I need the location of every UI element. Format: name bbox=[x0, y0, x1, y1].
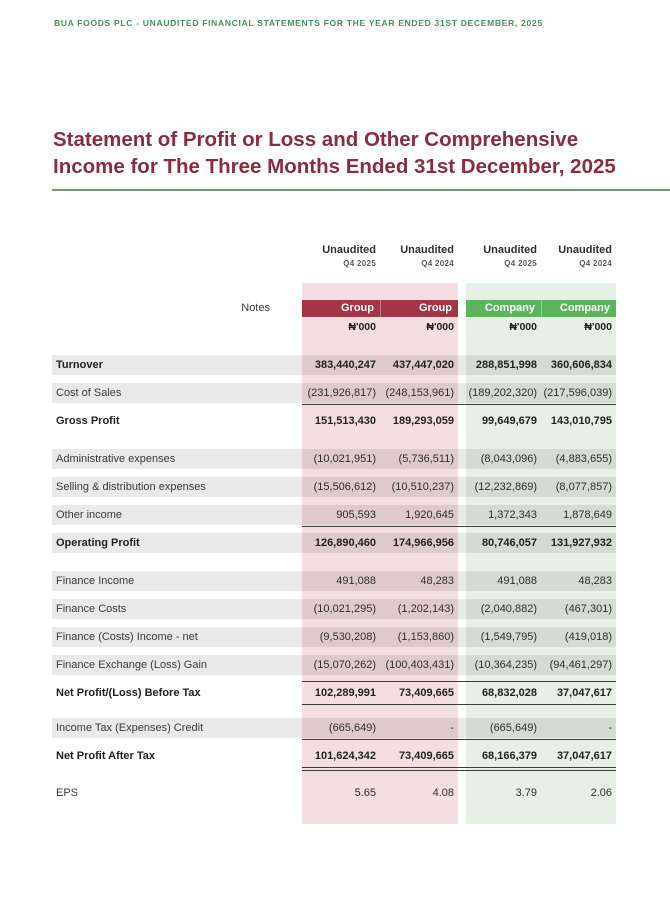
cell-value: 37,047,617 bbox=[556, 750, 612, 762]
currency-unit: ₦'000 bbox=[426, 321, 454, 333]
table-rows bbox=[52, 355, 616, 803]
row-label: Gross Profit bbox=[56, 415, 120, 427]
row-label: Finance Income bbox=[56, 575, 135, 587]
cell-value: (100,403,431) bbox=[385, 659, 454, 671]
cell-value: 491,088 bbox=[497, 575, 537, 587]
cell-value: 131,927,932 bbox=[550, 537, 612, 549]
table-row bbox=[52, 355, 616, 375]
total-rule-above bbox=[302, 681, 616, 682]
cell-value: (248,153,961) bbox=[385, 387, 454, 399]
row-label: Finance Costs bbox=[56, 603, 127, 615]
cell-value: 4.08 bbox=[432, 787, 454, 799]
audit-status-label: Unaudited bbox=[483, 244, 537, 256]
entity-header-row bbox=[52, 300, 616, 317]
cell-value: - bbox=[608, 722, 612, 734]
period-label: Q4 2024 bbox=[421, 259, 454, 268]
cell-value: 383,440,247 bbox=[314, 359, 376, 371]
table-row bbox=[52, 746, 616, 766]
cell-value: 1,372,343 bbox=[488, 509, 537, 521]
cell-value: (94,461,297) bbox=[549, 659, 612, 671]
cell-value: 2.06 bbox=[590, 787, 612, 799]
cell-value: 102,289,991 bbox=[314, 687, 376, 699]
table-row bbox=[52, 783, 616, 803]
cell-value: (665,649) bbox=[489, 722, 537, 734]
cell-value: 437,447,020 bbox=[392, 359, 454, 371]
period-label: Q4 2025 bbox=[343, 259, 376, 268]
table-row bbox=[52, 411, 616, 431]
cell-value: 73,409,665 bbox=[398, 750, 454, 762]
total-rule-below bbox=[302, 404, 616, 405]
cell-value: (1,549,795) bbox=[480, 631, 537, 643]
row-label: Finance Exchange (Loss) Gain bbox=[56, 659, 208, 671]
column-header-group-q4-2024 bbox=[380, 244, 458, 268]
document-header: BUA FOODS PLC - UNAUDITED FINANCIAL STATEMENTS FOR THE YEAR ENDED 31ST DECEMBER, 2025 bbox=[54, 18, 543, 28]
cell-value: 3.79 bbox=[515, 787, 537, 799]
row-label: Other income bbox=[56, 509, 123, 521]
cell-value: (467,301) bbox=[564, 603, 612, 615]
row-label: Income Tax (Expenses) Credit bbox=[56, 722, 204, 734]
cell-value: (1,202,143) bbox=[397, 603, 454, 615]
cell-value: (10,364,235) bbox=[474, 659, 537, 671]
audit-status-label: Unaudited bbox=[558, 244, 612, 256]
row-spacer bbox=[52, 561, 616, 571]
cell-value: (15,070,262) bbox=[313, 659, 376, 671]
column-gap bbox=[458, 300, 466, 317]
cell-value: (419,018) bbox=[564, 631, 612, 643]
cell-value: (10,021,951) bbox=[313, 453, 376, 465]
table-row bbox=[52, 655, 616, 675]
cell-value: (217,596,039) bbox=[543, 387, 612, 399]
cell-value: 126,890,460 bbox=[314, 537, 376, 549]
cell-value: 68,166,379 bbox=[481, 750, 537, 762]
total-rule-below bbox=[302, 704, 616, 705]
table-row bbox=[52, 477, 616, 497]
cell-value: (8,043,096) bbox=[480, 453, 537, 465]
column-header-company-q4-2024 bbox=[541, 244, 616, 268]
table-body bbox=[52, 283, 616, 824]
total-rule-below bbox=[302, 739, 616, 740]
cell-value: (231,926,817) bbox=[307, 387, 376, 399]
cell-value: (5,736,511) bbox=[398, 453, 454, 465]
cell-value: (665,649) bbox=[328, 722, 376, 734]
audit-status-label: Unaudited bbox=[322, 244, 376, 256]
cell-value: (189,202,320) bbox=[468, 387, 537, 399]
row-label: Administrative expenses bbox=[56, 453, 176, 465]
cell-value: 68,832,028 bbox=[481, 687, 537, 699]
cell-value: (1,153,860) bbox=[397, 631, 454, 643]
cell-value: 360,606,834 bbox=[550, 359, 612, 371]
title-rule bbox=[52, 189, 670, 191]
cell-value: 101,624,342 bbox=[314, 750, 376, 762]
row-spacer bbox=[52, 711, 616, 718]
column-header-group-q4-2025 bbox=[302, 244, 380, 268]
table-row bbox=[52, 683, 616, 703]
currency-unit: ₦'000 bbox=[509, 321, 537, 333]
cell-value: 48,283 bbox=[420, 575, 454, 587]
cell-value: (2,040,882) bbox=[480, 603, 537, 615]
row-label: Operating Profit bbox=[56, 537, 140, 549]
group-header-cell: Group bbox=[302, 300, 380, 317]
row-label: Cost of Sales bbox=[56, 387, 122, 399]
cell-value: 80,746,057 bbox=[481, 537, 537, 549]
column-headers bbox=[52, 244, 616, 268]
table-row bbox=[52, 718, 616, 738]
row-label: Selling & distribution expenses bbox=[56, 481, 206, 493]
cell-value: (9,530,208) bbox=[319, 631, 376, 643]
cell-value: (4,883,655) bbox=[555, 453, 612, 465]
currency-unit-row bbox=[52, 317, 616, 337]
cell-value: 5.65 bbox=[354, 787, 376, 799]
audit-status-label: Unaudited bbox=[400, 244, 454, 256]
period-label: Q4 2025 bbox=[504, 259, 537, 268]
cell-value: 1,920,645 bbox=[405, 509, 454, 521]
row-label: Net Profit After Tax bbox=[56, 750, 156, 762]
row-spacer bbox=[52, 439, 616, 449]
company-header-cell: Company bbox=[541, 300, 616, 317]
cell-value: (15,506,612) bbox=[313, 481, 376, 493]
table-row bbox=[52, 533, 616, 553]
row-label: Finance (Costs) Income - net bbox=[56, 631, 198, 643]
table-row bbox=[52, 449, 616, 469]
financial-table bbox=[52, 244, 616, 824]
cell-value: 151,513,430 bbox=[314, 415, 376, 427]
currency-unit: ₦'000 bbox=[348, 321, 376, 333]
period-label: Q4 2024 bbox=[579, 259, 612, 268]
table-row bbox=[52, 627, 616, 647]
row-label: EPS bbox=[56, 787, 79, 799]
cell-value: 73,409,665 bbox=[398, 687, 454, 699]
row-spacer bbox=[52, 774, 616, 783]
table-row bbox=[52, 383, 616, 403]
table-row bbox=[52, 571, 616, 591]
cell-value: 37,047,617 bbox=[556, 687, 612, 699]
cell-value: 174,966,956 bbox=[392, 537, 454, 549]
row-label: Turnover bbox=[56, 359, 103, 371]
cell-value: 143,010,795 bbox=[550, 415, 612, 427]
total-rule-below bbox=[302, 767, 616, 771]
row-label: Net Profit/(Loss) Before Tax bbox=[56, 687, 201, 699]
cell-value: 905,593 bbox=[336, 509, 376, 521]
cell-value: 189,293,059 bbox=[392, 415, 454, 427]
currency-unit: ₦'000 bbox=[584, 321, 612, 333]
cell-value: (10,021,295) bbox=[313, 603, 376, 615]
notes-column-label: Notes bbox=[241, 302, 270, 314]
table-row bbox=[52, 599, 616, 619]
group-header-cell: Group bbox=[380, 300, 458, 317]
table-row bbox=[52, 505, 616, 525]
cell-value: (8,077,857) bbox=[555, 481, 612, 493]
total-rule-below bbox=[302, 526, 616, 527]
cell-value: (12,232,869) bbox=[474, 481, 537, 493]
statement-title: Statement of Profit or Loss and Other Comprehensive Income for The Three Months Ended 31st December, 2025 bbox=[53, 128, 616, 179]
column-header-company-q4-2025 bbox=[466, 244, 541, 268]
cell-value: - bbox=[450, 722, 454, 734]
cell-value: (10,510,237) bbox=[391, 481, 454, 493]
cell-value: 99,649,679 bbox=[481, 415, 537, 427]
cell-value: 288,851,998 bbox=[475, 359, 537, 371]
cell-value: 1,878,649 bbox=[563, 509, 612, 521]
cell-value: 48,283 bbox=[578, 575, 612, 587]
company-header-cell: Company bbox=[466, 300, 541, 317]
cell-value: 491,088 bbox=[336, 575, 376, 587]
